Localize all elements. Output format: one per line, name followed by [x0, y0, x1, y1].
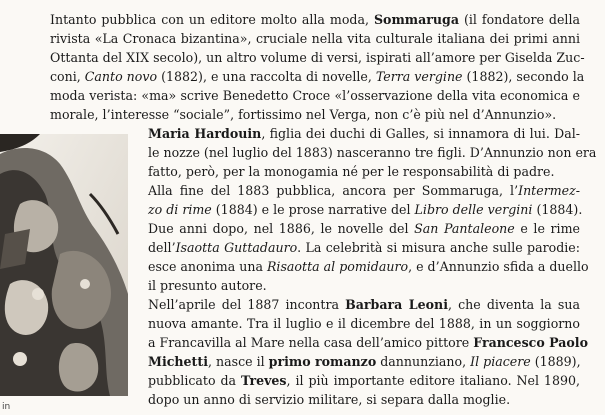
text-span: (1884) e le prose narrative del	[211, 202, 415, 217]
portrait-photo	[0, 134, 128, 396]
italic-title: Terra vergine	[375, 69, 463, 84]
text-span: , il più importante editore italiano. Nel 1890,	[286, 373, 580, 388]
bold-term: Sommaruga	[373, 12, 460, 27]
text-span: dell’	[148, 240, 176, 255]
text-span: , figlia dei duchi di Galles, si innamora di lui. Dal-	[261, 126, 580, 141]
italic-title: Risaotta al pomidauro	[266, 259, 409, 274]
text-line: dopo un anno di servizio militare, si separa dalla moglie.	[148, 392, 511, 407]
italic-title: zo di rime	[148, 202, 212, 217]
margin-mark: in	[2, 402, 11, 412]
text-line: le nozze (nel luglio del 1883) nasceranno tre figli. D’Annunzio non era	[148, 145, 597, 160]
text-line: fatto, però, per la monogamia né per le responsabilità di padre.	[148, 164, 555, 179]
text-span: (1889),	[530, 354, 581, 369]
bold-term: Maria Hardouin	[148, 126, 262, 141]
paragraph-sommaruga	[32, 10, 585, 124]
text-span: , nasce il	[207, 354, 269, 369]
bold-term: primo romanzo	[268, 354, 377, 369]
text-span: , che diventa la sua	[448, 297, 580, 312]
text-line: Ottanta del XIX secolo), un altro volume di versi, ispirati all’amore per Giselda Zuc-	[50, 50, 585, 65]
text-line: nuova amante. Tra il luglio e il dicembre del 1888, in un soggiorno	[148, 316, 580, 331]
text-span: (1884).	[532, 202, 583, 217]
italic-title: Isaotta Guttadauro	[175, 240, 298, 255]
text-span: esce anonima una	[148, 259, 267, 274]
paragraph-intermezzo	[130, 181, 589, 295]
italic-title: Il piacere	[470, 354, 531, 369]
text-span: (il fondatore della	[459, 12, 580, 27]
bold-term: Barbara Leoni	[345, 297, 449, 312]
text-span: Alla fine del 1883 pubblica, ancora per Sommaruga, l’	[148, 183, 519, 198]
italic-title: San Pantaleone	[414, 221, 515, 236]
text-span: coni,	[50, 69, 85, 84]
text-span: e le rime	[514, 221, 580, 236]
text-span: pubblicato da	[148, 373, 241, 388]
paragraph-hardouin	[130, 124, 597, 181]
bold-term: Treves	[241, 373, 287, 388]
text-span: (1882), e una raccolta di novelle,	[157, 69, 376, 84]
text-line: morale, l’interesse “sociale”, fortissimo nel Verga, non c’è più nel d’Annunzio».	[50, 107, 557, 122]
paragraph-leoni	[130, 295, 588, 409]
italic-title: Libro delle vergini	[414, 202, 533, 217]
text-span: a Francavilla al Mare nella casa dell’amico pittore	[148, 335, 474, 350]
bold-term: Michetti	[148, 354, 208, 369]
italic-title: Intermez-	[518, 183, 580, 198]
italic-title: Canto novo	[84, 69, 158, 84]
text-span: Due anni dopo, nel 1886, le novelle del	[148, 221, 415, 236]
text-span: , e d’Annunzio sfida a duello	[408, 259, 589, 274]
bold-term: Francesco Paolo	[473, 335, 588, 350]
text-line: il presunto autore.	[148, 278, 267, 293]
text-span: Intanto pubblica con un editore molto alla moda,	[50, 12, 374, 27]
text-span: dannunziano,	[376, 354, 471, 369]
text-line: moda verista: «ma» scrive Benedetto Croce «l’osservazione della vita economica e	[50, 88, 580, 103]
text-span: (1882), secondo la	[462, 69, 585, 84]
text-span: Nell’aprile del 1887 incontra	[148, 297, 346, 312]
text-span: . La celebrità si misura anche sulle parodie:	[297, 240, 580, 255]
text-line: rivista «La Cronaca bizantina», cruciale nella vita culturale italiana dei primi anni	[50, 31, 580, 46]
